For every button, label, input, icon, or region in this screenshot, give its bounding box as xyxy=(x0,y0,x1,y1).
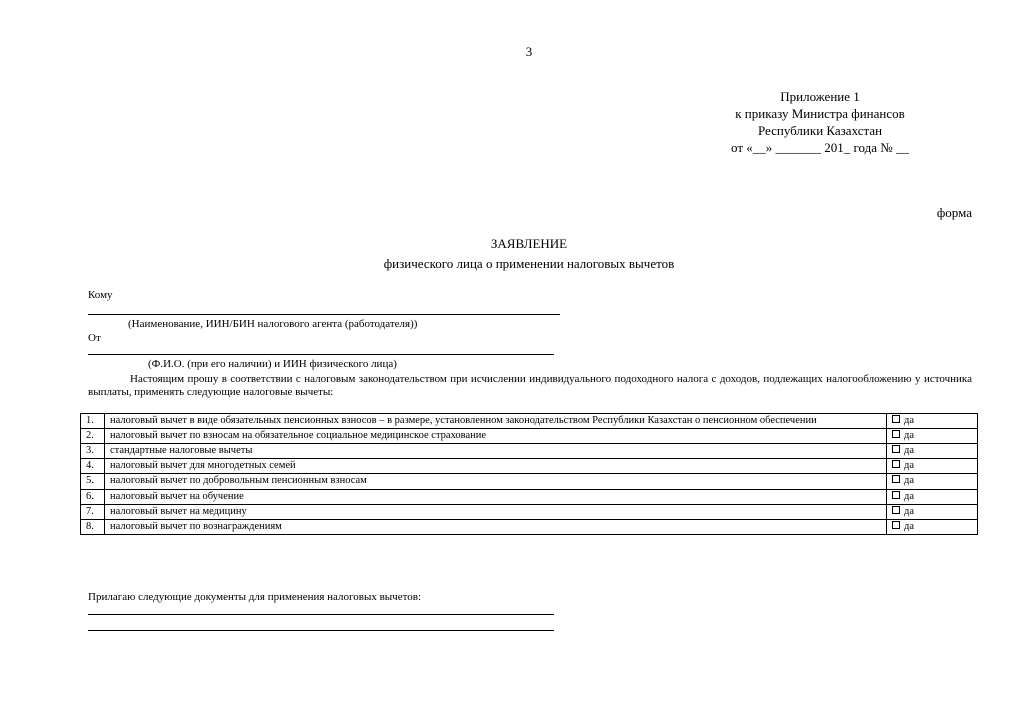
deduction-description: налоговый вычет по вознаграждениям xyxy=(105,520,887,535)
recipient-field-line[interactable] xyxy=(88,314,560,315)
checkbox-icon[interactable] xyxy=(892,445,900,453)
row-number: 4. xyxy=(81,459,105,474)
sender-hint: (Ф.И.О. (при его наличии) и ИИН физического лица) xyxy=(148,358,397,370)
sender-field-line[interactable] xyxy=(88,354,554,355)
deduction-choice[interactable] xyxy=(887,474,978,490)
checkbox-icon[interactable] xyxy=(892,460,900,468)
checkbox-icon[interactable] xyxy=(892,430,900,438)
choice-label: да xyxy=(904,491,915,502)
row-number: 8. xyxy=(81,520,105,535)
row-number: 5. xyxy=(81,474,105,490)
deduction-description: налоговый вычет для многодетных семей xyxy=(105,459,887,474)
choice-label: да xyxy=(904,415,915,426)
intro-paragraph: Настоящим прошу в соответствии с налоговым законодательством при исчислении индивидуального подоходного налога с доходов, подлежащих налогообложению у источника выплаты, применять следующие налоговые вычеты: xyxy=(88,373,972,398)
deduction-description: налоговый вычет в виде обязательных пенсионных взносов – в размере, установленном законодательством Республики Казахстан о пенсионном обеспечении xyxy=(105,414,887,429)
table-row xyxy=(81,429,978,444)
deduction-choice[interactable] xyxy=(887,414,978,429)
appendix-line-2: к приказу Министра финансов xyxy=(735,106,905,121)
choice-label: да xyxy=(904,445,915,456)
table-row xyxy=(81,505,978,520)
deduction-choice[interactable] xyxy=(887,490,978,505)
attachment-field-line[interactable] xyxy=(88,630,554,631)
attachment-field-line[interactable] xyxy=(88,614,554,615)
choice-label: да xyxy=(904,506,915,517)
recipient-label: Кому xyxy=(88,289,113,301)
table-row xyxy=(81,414,978,429)
deduction-choice[interactable] xyxy=(887,505,978,520)
table-row xyxy=(81,459,978,474)
deduction-description: налоговый вычет на обучение xyxy=(105,490,887,505)
checkbox-icon[interactable] xyxy=(892,521,900,529)
table-row xyxy=(81,520,978,535)
row-number: 7. xyxy=(81,505,105,520)
deduction-choice[interactable] xyxy=(887,444,978,459)
recipient-hint: (Наименование, ИИН/БИН налогового агента (работодателя)) xyxy=(128,318,418,330)
page-number: 3 xyxy=(525,44,533,59)
deduction-description: стандартные налоговые вычеты xyxy=(105,444,887,459)
table-row xyxy=(81,490,978,505)
choice-label: да xyxy=(904,521,915,532)
appendix-line-4: от «__» _______ 201_ года № __ xyxy=(731,140,909,155)
deduction-description: налоговый вычет по добровольным пенсионным взносам xyxy=(105,474,887,490)
choice-label: да xyxy=(904,460,915,471)
appendix-header xyxy=(690,88,950,156)
deduction-choice[interactable] xyxy=(887,429,978,444)
deductions-table xyxy=(80,413,978,535)
table-row xyxy=(81,444,978,459)
document-title: ЗАЯВЛЕНИЕ xyxy=(490,236,568,251)
checkbox-icon[interactable] xyxy=(892,506,900,514)
attachments-label: Прилагаю следующие документы для применения налоговых вычетов: xyxy=(88,591,421,603)
row-number: 3. xyxy=(81,444,105,459)
checkbox-icon[interactable] xyxy=(892,491,900,499)
document-subtitle: физического лица о применении налоговых вычетов xyxy=(383,256,675,271)
deduction-choice[interactable] xyxy=(887,520,978,535)
sender-label: От xyxy=(88,332,101,344)
appendix-line-3: Республики Казахстан xyxy=(757,123,883,138)
row-number: 2. xyxy=(81,429,105,444)
deduction-description: налоговый вычет по взносам на обязательное социальное медицинское страхование xyxy=(105,429,887,444)
row-number: 6. xyxy=(81,490,105,505)
checkbox-icon[interactable] xyxy=(892,415,900,423)
appendix-line-1: Приложение 1 xyxy=(780,89,860,104)
choice-label: да xyxy=(904,430,915,441)
deduction-choice[interactable] xyxy=(887,459,978,474)
row-number: 1. xyxy=(81,414,105,429)
choice-label: да xyxy=(904,475,915,486)
form-label: форма xyxy=(936,205,972,220)
table-row xyxy=(81,474,978,490)
checkbox-icon[interactable] xyxy=(892,475,900,483)
deduction-description: налоговый вычет на медицину xyxy=(105,505,887,520)
